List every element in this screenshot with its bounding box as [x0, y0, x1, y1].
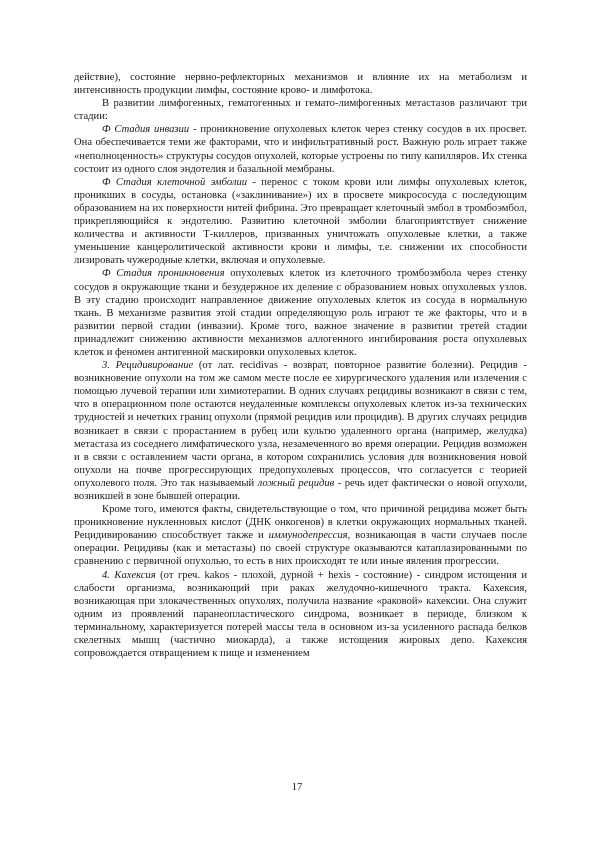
- section-heading: 3. Рецидивирование: [102, 360, 194, 372]
- stage-heading: Ф Стадия проникновения: [102, 268, 225, 280]
- document-page: [74, 71, 527, 660]
- paragraph-text: - проникновение опухолевых клеток через стенку сосудов в их просвет. Она обеспечивается теми же факторами, что и инфильтративный рост. Важную роль играет также «неполноценность» структуры сосудов опухолей, которые устроены по типу капилляров. Их стенка состоит из одного слоя эндотелия и базальной мембраны.: [74, 124, 528, 175]
- paragraph-stage-penetration: [74, 267, 527, 359]
- page-number: 17: [291, 782, 303, 793]
- paragraph-recurrence: [74, 359, 527, 503]
- paragraph-cachexia: [74, 569, 527, 661]
- paragraph-stage-invasion: [74, 123, 527, 175]
- paragraph-text: (от лат. recidivas - возврат, повторное развитие болезни). Рецидив - возникновение опухоли на том же самом месте после ее хирургического удаления или излечения с помощью лучевой терапии или химиотерапии. В одних случаях рецидивы возникают в связи с тем, что в операционном поле остаются неудаленные комплексы опухолевых клеток из-за технических трудностей и нечетких границ опухоли (прямой рецидив или процидив). В других случаях рецидив возникает в связи с прорастанием в рубец или культю удаленного органа (например, желудка) метастаза из соседнего лимфатического узла, незамеченного во время операции. Рецидив возможен и в связи с оставлением части органа, в котором сохранились условия для возникновения новой опухоли на почве прогрессирующих предопухолевых процессов, что согласуется с теорией опухолевого поля. Это так называемый: [74, 360, 527, 489]
- paragraph-text: опухолевых клеток из клеточного тромбоэмбола через стенку сосудов в окружающие ткани и безудержное их деление с образованием новых опухолевых узлов. В эту стадию происходит направленное движение опухолевых клеток из сосуда в нормальную ткань. В механизме развития этой стадии определяющую роль играют те же факторы, что и в развитии первой стадии (инвазии). Кроме того, важное значение в развитии третей стадии принадлежит снижению активности механизмов аллогенного ингибирования роста опухолевых клеток и феномен антигенной маскировки опухолевых клеток.: [74, 268, 527, 358]
- paragraph-1: [74, 97, 527, 123]
- paragraph-text: В развитии лимфогенных, гематогенных и гемато-лимфогенных метастазов различают три стадии:: [74, 98, 527, 123]
- stage-heading: Ф Стадия клеточной эмболии: [102, 176, 248, 188]
- paragraph-text: (от греч. kakos - плохой, дурной + hexis - состояние) - синдром истощения и слабости организма, возникающий при раках желудочно-кишечного тракта. Кахексия, возникающая при злокачественных опухолях, получила название «раковой» кахексии. Она служит одним из проявлений паранеопластического синдрома, возникает в периоде, близком к терминальному, характеризуется потерей массы тела в основном из-за усиленного распада белков скелетных мышц (частично миокарда), а также истощения жировых депо. Кахексия сопровождается отвращением к пище и изменением: [74, 569, 527, 660]
- paragraph-text: действие), состояние нервно-рефлекторных механизмов и влияние их на метаболизм и интенсивность продукции лимфы, состояние крово- и лимфотока.: [74, 72, 527, 97]
- paragraph-text: , возникающая в части случаев после операции. Рецидивы (как и метастазы) по своей структуре оказываются катаплазированными по сравнению с первичной опухолью, то есть в них происходят те или иные явления прогрессии.: [74, 530, 527, 568]
- paragraph-0: [74, 71, 527, 97]
- paragraph-recurrence-facts: [74, 503, 527, 568]
- paragraph-text: Кроме того, имеются факты, свидетельствующие о том, что причиной рецидива может быть проникновение нукленновых кислот (ДНК онкогенов) в клетки окружающих нормальных тканей. Рецидивированию способствует также и: [74, 504, 527, 542]
- italic-term: ложный рецидив: [257, 477, 335, 489]
- section-heading: 4. Кахексия: [102, 569, 156, 581]
- paragraph-text: - речь идет фактически о новой опухоли, возникшей в зоне бывшей операции.: [74, 477, 527, 502]
- paragraph-text: - перенос с током крови или лимфы опухолевых клеток, проникших в сосуды, остановка («заклинивание») их в просвете микрососуда с последующим образованием на их поверхности нитей фибрина. Это превращает клеточный эмбол в тромбоэмбол, прикрепляющийся к эндотелию. Развитию клеточной эмболии благоприятствует снижение количества и активности Т-киллеров, призванных уничтожать опухолевые клетки, а также уменьшение канцеролитической активности крови и лимфы, т.е. снижении их способности лизировать чужеродные клетки, включая и опухолевые.: [74, 176, 527, 267]
- stage-heading: Ф Стадия инвазии: [102, 124, 190, 136]
- paragraph-stage-embolism: [74, 176, 527, 268]
- italic-term: иммунодепрессия: [268, 530, 348, 542]
